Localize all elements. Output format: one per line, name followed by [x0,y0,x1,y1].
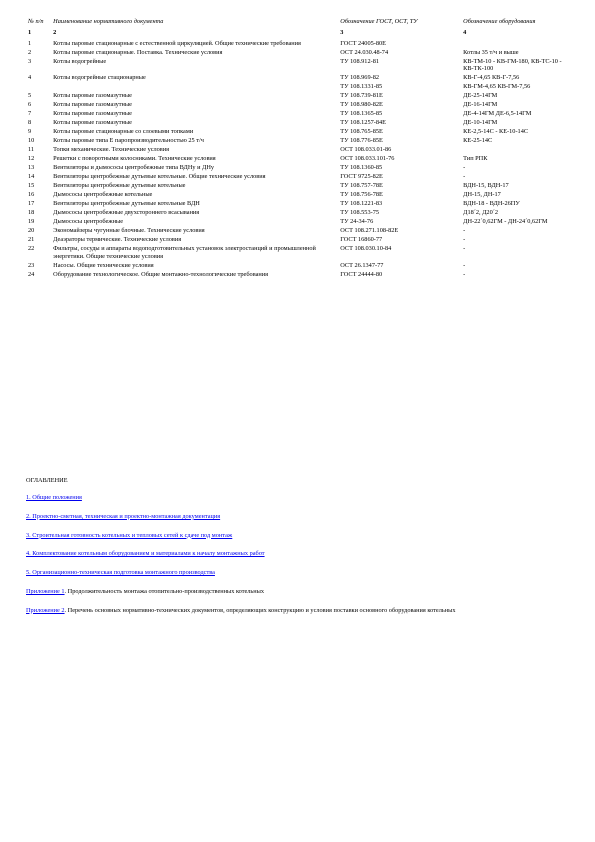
row-number: 6 [28,101,32,109]
row-number: 13 [28,164,35,172]
table-row [26,137,571,146]
toc-link[interactable]: Приложение 2 [26,606,65,614]
document-name: Котлы паровые стационарные. Поставка. Технические условия [53,48,223,56]
row-number: 4 [28,74,32,82]
row-number: 7 [28,110,32,118]
document-name [51,83,338,92]
row-number [26,83,51,92]
document-name: Котлы паровые стационарные с естественной циркуляцией. Общие технические требования [53,39,301,47]
standard-designation: ТУ 108.1365-85 [340,110,383,118]
toc-title: ОГЛАВЛЕНИЕ [26,477,68,484]
standard-designation: ТУ 24-34-76 [340,218,374,226]
row-number: 15 [28,182,35,190]
document-name: Котлы водогрейные [53,57,107,65]
document-name: Вентиляторы центробежные дутьевые котельные [53,182,186,190]
row-number: 10 [28,137,35,145]
equipment-designation: КВ-Г-4,65 КВ-Г-7,56 [463,74,520,82]
document-name: Дымососы центробежные [53,218,124,226]
equipment-designation: ДН-15, ДН-17 [463,191,501,199]
toc-link[interactable]: 1. Общие положения [26,494,82,501]
row-number: 1 [28,39,32,47]
standard-designation: ТУ 108.1257-84Е [340,119,386,127]
document-name: Котлы водогрейные стационарные [53,74,146,82]
table-header-row [26,18,571,29]
table-row [26,182,571,191]
toc-link[interactable]: 5. Организационно-техническая подготовка монтажного производства [26,569,215,577]
toc-item [26,494,571,502]
document-name: Котлы паровые газомазутные [53,119,132,127]
table-row [26,155,571,164]
equipment-designation: ДЕ-16-14ГМ [463,101,498,109]
equipment-designation: - [463,164,466,172]
toc-link[interactable]: 2. Проектно-сметная, техническая и проектно-монтажная документация [26,512,221,520]
equipment-designation: Тип РПК [463,155,488,163]
row-number: 9 [28,128,32,136]
row-number: 19 [28,218,35,226]
row-number: 16 [28,191,35,199]
equipment-designation: - [463,245,466,253]
equipment-designation: - [463,270,466,278]
standard-designation: ТУ 108.1360-85 [340,164,383,172]
document-name: Фильтры, сосуды и аппараты водоподготовительных установок электростанций и промышленной энергетики. Общие технические условия [53,245,316,260]
standard-designation: ТУ 108.980-82Е [340,101,383,109]
row-number: 5 [28,92,32,100]
document-name: Котлы паровые типа Е паропроизводительностью 25 т/ч [53,137,204,145]
standard-designation: ОСТ 108.033.101-76 [340,155,395,163]
table-row [26,218,571,227]
standard-designation: ОСТ 108.033.01-86 [340,146,392,154]
toc-item [26,532,571,540]
standard-designation: ГОСТ 24005-80Е [340,39,386,47]
table-row [26,200,571,209]
standard-designation: ТУ 108.969-82 [340,74,380,82]
standard-designation: ТУ 108.1221-83 [340,200,383,208]
equipment-designation [461,146,571,155]
row-number: 17 [28,200,35,208]
equipment-designation: КЕ-25-14С [463,137,493,145]
table-row [26,227,571,236]
row-number: 23 [28,261,35,269]
table-row [26,83,571,92]
row-number: 3 [28,57,32,65]
header-standard-designation: Обозначение ГОСТ, ОСТ, ТУ [340,18,418,25]
document-name: Дымососы центробежные двухстороннего всасывания [53,209,200,217]
equipment-designation: ВДН-18 - ВДН-26ПУ [463,200,520,208]
equipment-designation: - [463,261,466,269]
row-number: 18 [28,209,35,217]
document-name: Насосы. Общие технические условия [53,261,154,269]
document-name: Котлы паровые газомазутные [53,110,132,118]
toc-item [26,513,571,521]
table-row [26,262,571,271]
header-equipment-designation: Обозначение оборудования [463,18,536,25]
table-row [26,74,571,83]
table-row [26,49,571,58]
row-number: 8 [28,119,32,127]
row-number: 14 [28,173,35,181]
equipment-designation: - [463,227,466,235]
table-row [26,271,571,280]
standard-designation: ОСТ 24.030.48-74 [340,48,389,56]
toc-item [26,607,571,615]
standard-designation: ТУ 108.553-75 [340,209,380,217]
equipment-designation: Д18´2, Д20´2 [463,209,498,217]
column-number: 1 [28,29,32,37]
toc-item-text: . Перечень основных нормативно-технических документов, определяющих конструкцию и условия поставки основного оборудования котельных [64,606,456,614]
header-number: № п/п [28,18,44,25]
document-name: Экономайзеры чугунные блочные. Технические условия [53,227,205,235]
standard-designation: ОСТ 26.1347-77 [340,261,384,269]
table-row [26,209,571,218]
document-name: Котлы паровые газомазутные [53,92,132,100]
equipment-designation: КВ-ГМ-4,65 КВ-ГМ-7,56 [463,83,531,91]
table-row [26,40,571,49]
table-row [26,236,571,245]
table-row [26,164,571,173]
toc-item [26,569,571,577]
table-row [26,101,571,110]
standard-designation: ТУ 108.765-85Е [340,128,383,136]
standard-designation: ГОСТ 9725-82Е [340,173,383,181]
column-number-row [26,29,571,39]
toc-item [26,550,571,558]
header-document-name: Наименование нормативного документа [53,18,164,25]
table-of-contents [26,477,571,626]
table-row [26,110,571,119]
document-name: Деаэраторы термические. Технические условия [53,236,182,244]
equipment-designation: ДЕ-25-14ГМ [463,92,498,100]
standard-designation: ТУ 108.757-78Е [340,182,383,190]
equipment-designation: ДЕ-10-14ГМ [463,119,498,127]
table-row [26,173,571,182]
toc-link[interactable]: 4. Комплектование котельным оборудованием и материалами к началу монтажных работ [26,550,265,558]
equipment-designation: КЕ-2,5-14С - КЕ-10-14С [463,128,529,136]
table-row [26,191,571,200]
equipment-designation: ВДН-15, ВДН-17 [463,182,509,190]
toc-link[interactable]: Приложение 1 [26,587,65,595]
table-row [26,58,571,74]
table-row [26,245,571,261]
table-row [26,92,571,101]
standard-designation: ТУ 108.1331-85 [340,83,383,91]
row-number: 11 [28,146,35,154]
document-name: Топки механические. Технические условия [53,146,170,154]
document-name: Решетки с поворотными колосниками. Технические условия [53,155,216,163]
table-row [26,119,571,128]
toc-link[interactable]: 3. Строительная готовность котельных и тепловых сетей к сдаче под монтаж [26,531,233,539]
normative-documents-table [26,18,571,280]
row-number: 12 [28,155,35,163]
equipment-designation [461,40,571,49]
column-number: 4 [463,29,467,37]
standard-designation: ГОСТ 16860-77 [340,236,383,244]
row-number: 20 [28,227,35,235]
equipment-designation: Котлы 35 т/ч и выше [463,48,519,56]
row-number: 21 [28,236,35,244]
row-number: 2 [28,48,32,56]
standard-designation: ОСТ 108.271.108-82Е [340,227,399,235]
document-name: Вентиляторы и дымососы центробежные типа ВДНу и ДНу [53,164,215,172]
equipment-designation: ДН-22´0,62ГМ - ДН-24´0,62ГМ [463,218,548,226]
document-name: Вентиляторы центробежные дутьевые котельные. Общие технические условия [53,173,266,181]
standard-designation: ОСТ 108.030.10-84 [340,245,392,253]
document-name: Дымососы центробежные котельные [53,191,153,199]
equipment-designation: ДЕ-4-14ГМ ДЕ-6,5-14ГМ [463,110,532,118]
equipment-designation: - [463,236,466,244]
standard-designation: ТУ 108.739-81Е [340,92,383,100]
column-number: 2 [53,29,57,37]
standard-designation: ТУ 108.912-81 [340,57,380,65]
row-number: 22 [28,245,35,253]
toc-item-text: . Продолжительность монтажа отопительно-производственных котельных [64,587,265,595]
equipment-designation: КВ-ТМ-10 - КВ-ГМ-180, КВ-ТС-10 - КВ-ТК-100 [463,57,562,73]
document-name: Котлы паровые газомазутные [53,101,132,109]
document-name: Котлы паровые стационарные со слоевыми топками [53,128,194,136]
column-number: 3 [340,29,344,37]
standard-designation: ГОСТ 24444-80 [340,270,383,278]
table-row [26,128,571,137]
toc-item [26,588,571,596]
equipment-designation: - [463,173,466,181]
standard-designation: ТУ 108.756-78Е [340,191,383,199]
row-number: 24 [28,270,35,278]
document-name: Вентиляторы центробежные дутьевые котельные ВДН [53,200,200,208]
standard-designation: ТУ 108.776-85Е [340,137,383,145]
table-row [26,146,571,155]
document-name: Оборудование технологическое. Общие монтажно-технологические требования [53,270,269,278]
